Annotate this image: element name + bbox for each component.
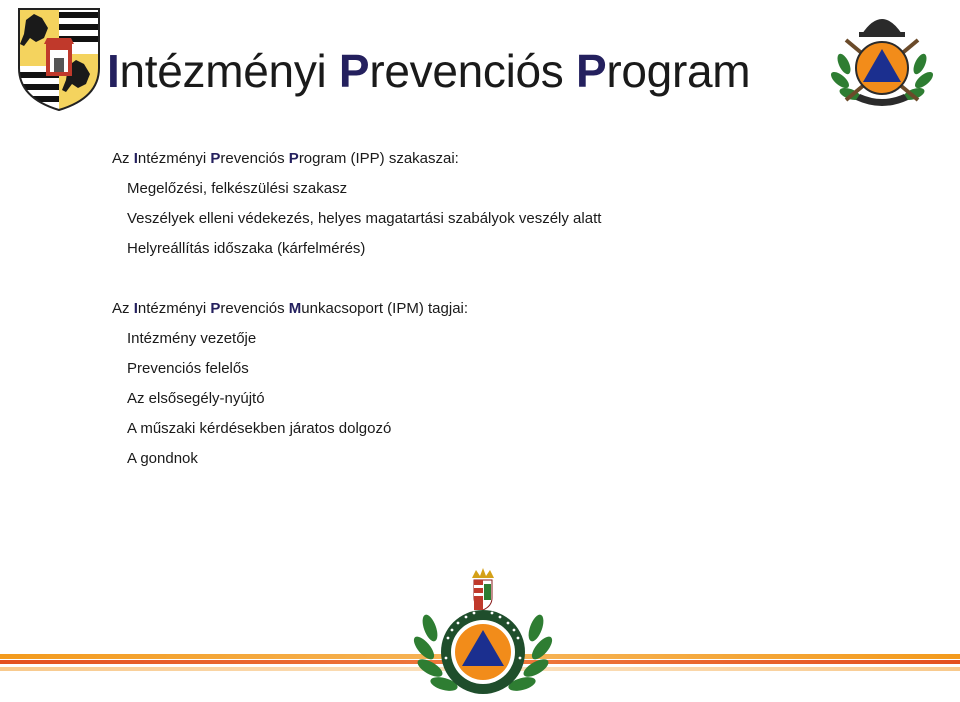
heading-initial: P — [210, 150, 221, 167]
title-text-1: ntézményi — [119, 45, 339, 97]
list-item: Az elsősegély-nyújtó — [127, 390, 265, 407]
list-item: Prevenciós felelős — [127, 360, 249, 377]
fire-brigade-emblem-icon — [826, 4, 938, 112]
title-initial-p1: P — [338, 45, 370, 97]
list-item: Helyreállítás időszaka (kárfelmérés) — [127, 240, 366, 257]
heading-text: Az — [112, 150, 134, 167]
heading-initial: M — [288, 300, 302, 317]
heading-text: ntézményi — [137, 300, 211, 317]
list-item: Veszélyek elleni védekezés, helyes magatartási szabályok veszély alatt — [127, 210, 602, 227]
title-initial-i: I — [107, 45, 120, 97]
heading-initial: P — [288, 150, 299, 167]
title-initial-p2: P — [575, 45, 607, 97]
heading-initial: I — [133, 300, 138, 317]
heading-initial: P — [210, 300, 221, 317]
heading-text: Az — [112, 300, 134, 317]
spacer — [112, 264, 601, 294]
heading-text: rogram (IPP) szakaszai: — [298, 150, 459, 167]
page-title — [107, 44, 750, 98]
list-item: A gondnok — [127, 450, 198, 467]
coat-of-arms-icon — [16, 6, 102, 112]
heading-text: unkacsoport (IPM) tagjai: — [301, 300, 469, 317]
list-item: A műszaki kérdésekben járatos dolgozó — [127, 420, 392, 437]
slide-content — [112, 144, 601, 474]
list-item: Megelőzési, felkészülési szakasz — [127, 180, 348, 197]
civil-protection-emblem-icon — [408, 568, 558, 702]
title-text-2: revenciós — [369, 45, 576, 97]
heading-text: ntézményi — [137, 150, 211, 167]
list-item: Intézmény vezetője — [127, 330, 257, 347]
ipp-heading — [112, 144, 601, 174]
title-text-3: rogram — [606, 45, 751, 97]
heading-text: revenciós — [220, 300, 289, 317]
ipm-heading — [112, 294, 601, 324]
heading-initial: I — [133, 150, 138, 167]
heading-text: revenciós — [220, 150, 289, 167]
